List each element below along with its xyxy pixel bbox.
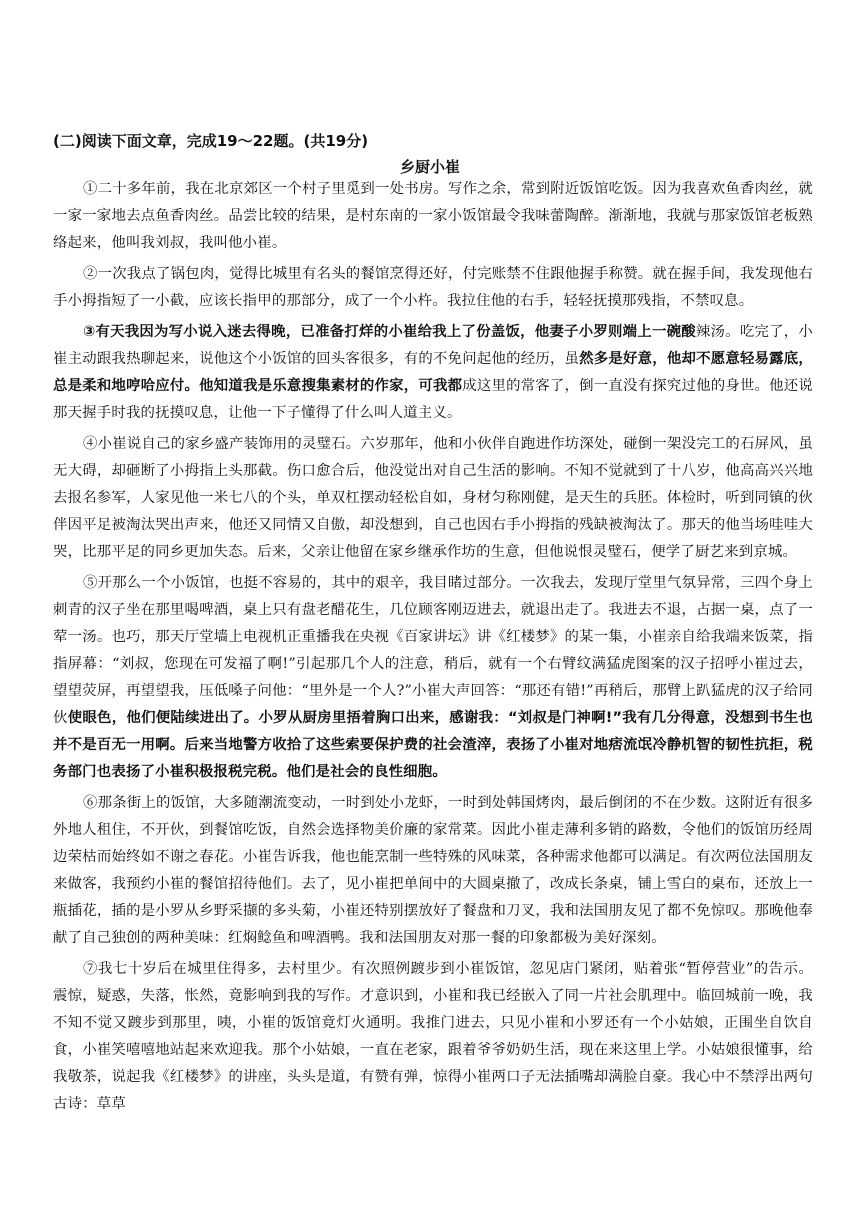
article-title: 乡厨小崔 <box>399 158 460 176</box>
paragraph-text: ①二十多年前，我在北京郊区一个村子里觅到一处书房。写作之余，常到附近饭馆吃饭。因为我喜欢鱼香肉丝，就一家一家地去点鱼香肉丝。品尝比较的结果，是村东南的一家小饭馆最令我味蕾陶醉。渐渐地，我就与那家饭馆老板熟络起来，他叫我刘叔，我叫他小崔。 <box>53 181 813 251</box>
paragraph-text: ⑦我七十岁后在城里住得多，去村里少。有次照例踱步到小崔饭馆，忽见店门紧闭，贴着张“暂停营业”的告示。震惊，疑惑，失落，怅然，竟影响到我的写作。才意识到，小崔和我已经嵌入了同一片社会肌理中。临回城前一晚，我不知不觉又踱步到那里，咦，小崔的饭馆竟灯火通明。我推门进去，只见小崔和小罗还有一个小姑娘，正围坐自饮自食，小崔笑嘻嘻地站起来欢迎我。那个小姑娘，一直在老家，跟着爷爷奶奶生活，现在来这里上学。小姑娘很懂事，给我敬茶，说起我《红楼梦》的讲座，头头是道，有赞有弹，惊得小崔两口子无法插嘴却满脸自豪。我心中不禁浮出两句古诗：草草 <box>53 961 813 1112</box>
question-header: (二)阅读下面文章，完成19～22题。(共19分) <box>53 132 369 150</box>
paragraph-text: ④小崔说自己的家乡盛产装饰用的灵璧石。六岁那年，他和小伙伴自跑进作坊深处，碰倒一架没完工的石屏风，虽无大碍，却砸断了小拇指上头那截。伤口愈合后，他没觉出对自己生活的影响。不知不觉就到了十八岁，他高高兴兴地去报名参军，人家见他一米七八的个头，单双杠摆动轻松自如，身材匀称刚健，是天生的兵胚。体检时，听到同镇的伙伴因平足被淘汰哭出声来，他还又同情又自傲，却没想到，自己也因右手小拇指的残缺被淘汰了。那天的他当场哇哇大哭，比那平足的同乡更加失态。后来，父亲让他留在家乡继承作坊的生意，但他说恨灵璧石，便学了厨艺来到京城。 <box>53 436 813 560</box>
bold-text: ③有天我因为写小说入迷去得晚，已准备打烊的小崔给我上了份盖饭，他妻子小罗则端上一碗酸 <box>83 324 696 340</box>
paragraph-3 <box>53 319 813 427</box>
paragraph-text: 成这里的常客了，倒一直没有探究过他的身世。他还说那天握手时我的抚摸叹息，让他一下子懂得了什么叫人道主义。 <box>53 378 813 421</box>
paragraph-5 <box>53 570 813 786</box>
bold-text: 然多是好意，他却不愿意轻易露底，总是柔和地哼哈应付。他知道我是乐意搜集素材的作家，可我都 <box>53 351 814 394</box>
paragraph-1 <box>53 176 813 257</box>
paragraph-text: ②一次我点了锅包肉，觉得比城里有名头的餐馆烹得还好，付完账禁不住跟他握手称赞。就在握手间，我发现他右手小拇指短了一小截，应该长指甲的那部分，成了一个小杵。我拉住他的右手，轻轻抚摸那残指，不禁叹息。 <box>53 266 813 309</box>
paragraph-4 <box>53 431 813 566</box>
paragraph-7 <box>53 956 813 1118</box>
paragraph-6 <box>53 790 813 952</box>
paragraph-text: ⑤开那么一个小饭馆，也挺不容易的，其中的艰辛，我目睹过部分。一次我去，发现厅堂里气氛异常，三四个身上刺青的汉子坐在那里喝啤酒，桌上只有盘老醋花生，几位顾客刚迈进去，就退出走了。我进去不退，占据一桌，点了一荤一汤。也巧，那天厅堂墙上电视机正重播我在央视《百家讲坛》讲《红楼梦》的某一集，小崔亲自给我端来饭菜，指指屏幕：“刘叔，您现在可发福了啊!”引起那几个人的注意，稍后，就有一个右臂纹满猛虎图案的汉子招呼小崔过去，望望荧屏，再望望我，压低嗓子问他：“里外是一个人?”小崔大声回答：“那还有错!”再稍后，那臂上趴猛虎的汉子给同伙 <box>53 575 813 726</box>
paragraph-text: 辣汤。吃完了，小崔主动跟我热聊起来，说他这个小饭馆的回头客很多，有的不免问起他的经历，虽 <box>53 324 813 367</box>
paragraph-2 <box>53 261 813 315</box>
paragraph-text: ⑥那条街上的饭馆，大多随潮流变动，一时到处小龙虾，一时到处韩国烤肉，最后倒闭的不在少数。这附近有很多外地人租住，不开伙，到餐馆吃饭，自然会选择物美价廉的家常菜。因此小崔走薄利多销的路数，令他们的饭馆历经周边荣枯而始终如不谢之春花。小崔告诉我，他也能烹制一些特殊的风味菜，各种需求他都可以满足。有次两位法国朋友来做客，我预约小崔的餐馆招待他们。去了，见小崔把单间中的大圆桌撤了，改成长条桌，铺上雪白的桌布，还放上一瓶插花，插的是小罗从乡野采撷的多头菊，小崔还特别摆放好了餐盘和刀叉，我和法国朋友见了都不免惊叹。那晚他奉献了自己独创的两种美味：红焖鲶鱼和啤酒鸭。我和法国朋友对那一餐的印象都极为美好深刻。 <box>53 795 813 946</box>
bold-text: 使眼色，他们便陆续进出了。小罗从厨房里捂着胸口出来，感谢我：“刘叔是门神啊!”我有几分得意，没想到书生也并不是百无一用啊。后来当地警方收拾了这些索要保护费的社会渣滓，表扬了小崔对地痞流氓冷静机智的韧性抗拒，税务部门也表扬了小崔积极报税完税。他们是社会的良性细胞。 <box>53 710 813 780</box>
article-body <box>53 176 813 1122</box>
